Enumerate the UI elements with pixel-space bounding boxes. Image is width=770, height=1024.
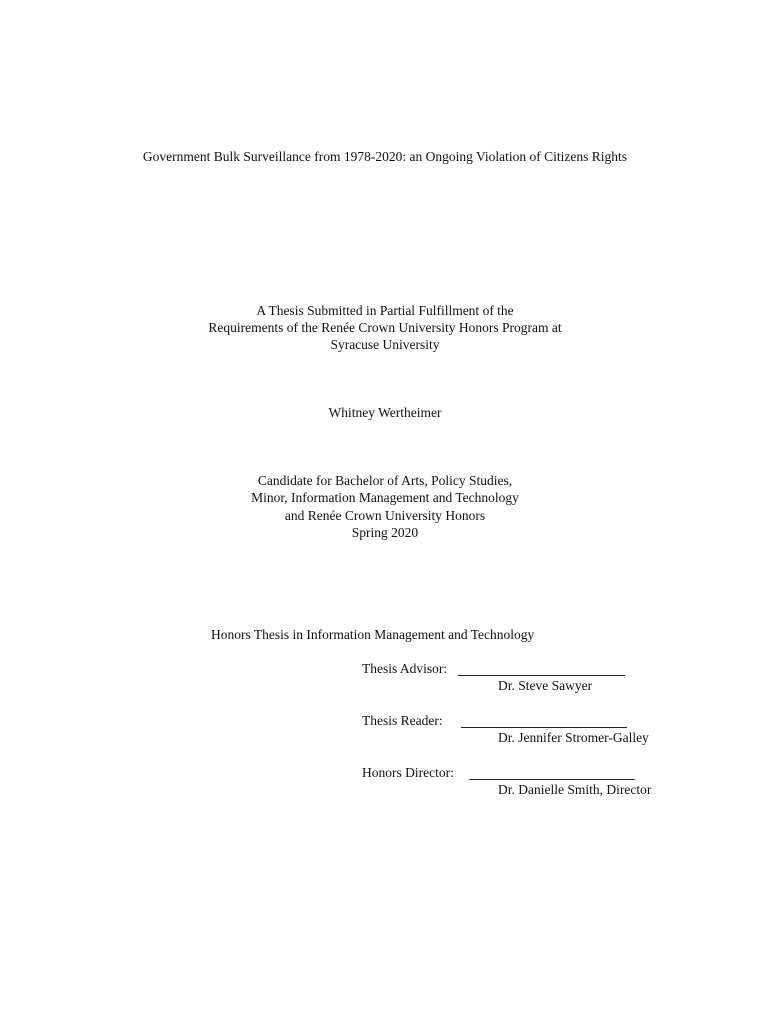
advisor-label: Thesis Advisor: (362, 661, 448, 676)
advisor-signature-line (458, 675, 625, 676)
candidacy-term: Spring 2020 (351, 525, 419, 540)
submission-line-2: Requirements of the Renée Crown University Honors Program at (208, 320, 562, 335)
honors-thesis-line: Honors Thesis in Information Management and Technology (211, 627, 535, 642)
submission-line-1: A Thesis Submitted in Partial Fulfillment of the (256, 303, 514, 318)
candidacy-line-1: Candidate for Bachelor of Arts, Policy Studies, (257, 473, 513, 488)
advisor-name: Dr. Steve Sawyer (498, 678, 593, 693)
reader-signature-line (461, 727, 627, 728)
reader-label: Thesis Reader: (362, 713, 443, 728)
thesis-title: Government Bulk Surveillance from 1978-2020: an Ongoing Violation of Citizens Rights (142, 149, 628, 164)
director-signature-line (469, 779, 635, 780)
candidacy-line-2: Minor, Information Management and Technology (251, 490, 519, 505)
reader-name: Dr. Jennifer Stromer-Galley (498, 730, 649, 745)
director-label: Honors Director: (362, 765, 454, 780)
author-name: Whitney Wertheimer (328, 405, 442, 420)
candidacy-line-3: and Renée Crown University Honors (284, 508, 486, 523)
submission-line-3: Syracuse University (330, 337, 440, 352)
director-name: Dr. Danielle Smith, Director (498, 782, 652, 797)
